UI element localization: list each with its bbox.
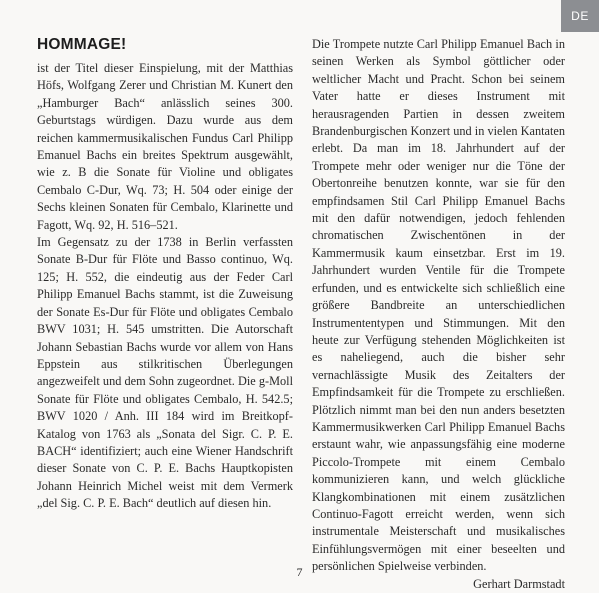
left-paragraph-1: ist der Titel dieser Einspielung, mit der Matthias Höfs, Wolfgang Zerer und Christian M. Kunert den „Hamburger Bach“ anlässlich seines 300. Geburtstags würdigen. Dazu wurde aus dem reichen kammermusikalischen Fundus Carl Philipp Emanuel Bachs ein breites Spektrum ausgewählt, wie z. B die Sonate für Violine und obligates Cembalo C-Dur, Wq. 73; H. 504 oder einige der Sechs kleinen Sonaten für Cembalo, Klarinette und Fagott, Wq. 92, H. 516–521. [37, 61, 293, 232]
page-number: 7 [296, 565, 303, 579]
left-paragraph-2: Im Gegensatz zu der 1738 in Berlin verfassten Sonate B-Dur für Flöte und Basso continuo, Wq. 125; H. 552, die eindeutig aus der Feder Carl Philipp Emanuel Bachs stammt, ist die Zuweisung der Sonate Es-Dur für Flöte und obligates Cembalo BWV 1031; H. 545 umstritten. Die Autorschaft Johann Sebastian Bachs wurde vor allem von Hans Eppstein aus stilkritischen Überlegungen angezweifelt und dem Sohn zugeordnet. Die g-Moll Sonate für Flöte und obligates Cembalo, H. 542.5; BWV 1020 / Anh. III 184 wird im Breitkopf-Katalog von 1763 als „Sonata del Sigr. C. P. E. BACH“ identifiziert; auch eine Wiener Handschrift dieser Sonate von C. P. E. Bachs Hauptkopisten Johann Heinrich Michel weist mit dem Vermerk „del Sig. C. P. E. Bach“ deutlich auf diesen hin. [37, 235, 293, 511]
section-heading: HOMMAGE! [37, 36, 127, 53]
author-signature: Gerhart Darmstadt [473, 576, 565, 591]
language-tab: DE [561, 0, 599, 32]
right-column [312, 36, 565, 593]
right-paragraph-1: Die Trompete nutzte Carl Philipp Emanuel Bach in seinen Werken als Symbol göttlicher oder weltlicher Macht und Pracht. Schon bei seinem Vater hatte er dieses Instrument mit herausragenden Partien in dessen zweitem Brandenburgischen Konzert und in vielen Kantaten erlebt. Da man im 18. Jahrhundert auf der Trompete mehr oder weniger nur die Töne der Obertonreihe benutzen konnte, war sie für den empfindsamen Stil Carl Philipp Emanuel Bachs mit den dafür notwendigen, jedoch fehlenden chromatischen Zwischentönen in der Kammermusik kaum einsetzbar. Erst im 19. Jahrhundert wurden Ventile für die Trompete erfunden, und es entwickelte sich schließlich eine größere Bandbreite an unterschiedlichen Instrumententypen und Stimmungen. Mit den heute zur Verfügung stehenden Möglichkeiten ist es naheliegend, auch die bisher sehr vernachlässigte Musik des Zeitalters der Empfindsamkeit für die Trompete zu erschließen. Plötzlich nimmt man bei den nun anders besetzten Kammermusikwerken Carl Philipp Emanuel Bachs erstaunt wahr, wie anpassungsfähig eine moderne Piccolo-Trompete mit einem Cembalo kommunizieren kann, und welch glückliche Klangkombinationen mit einem zusätzlichen Continuo-Fagott erreicht werden, wenn sich instrumentale Meisterschaft und musikalisches Einfühlungsvermögen mit einer beseelten und persönlichen Spielweise verbinden. [312, 37, 565, 574]
left-column [37, 36, 293, 513]
